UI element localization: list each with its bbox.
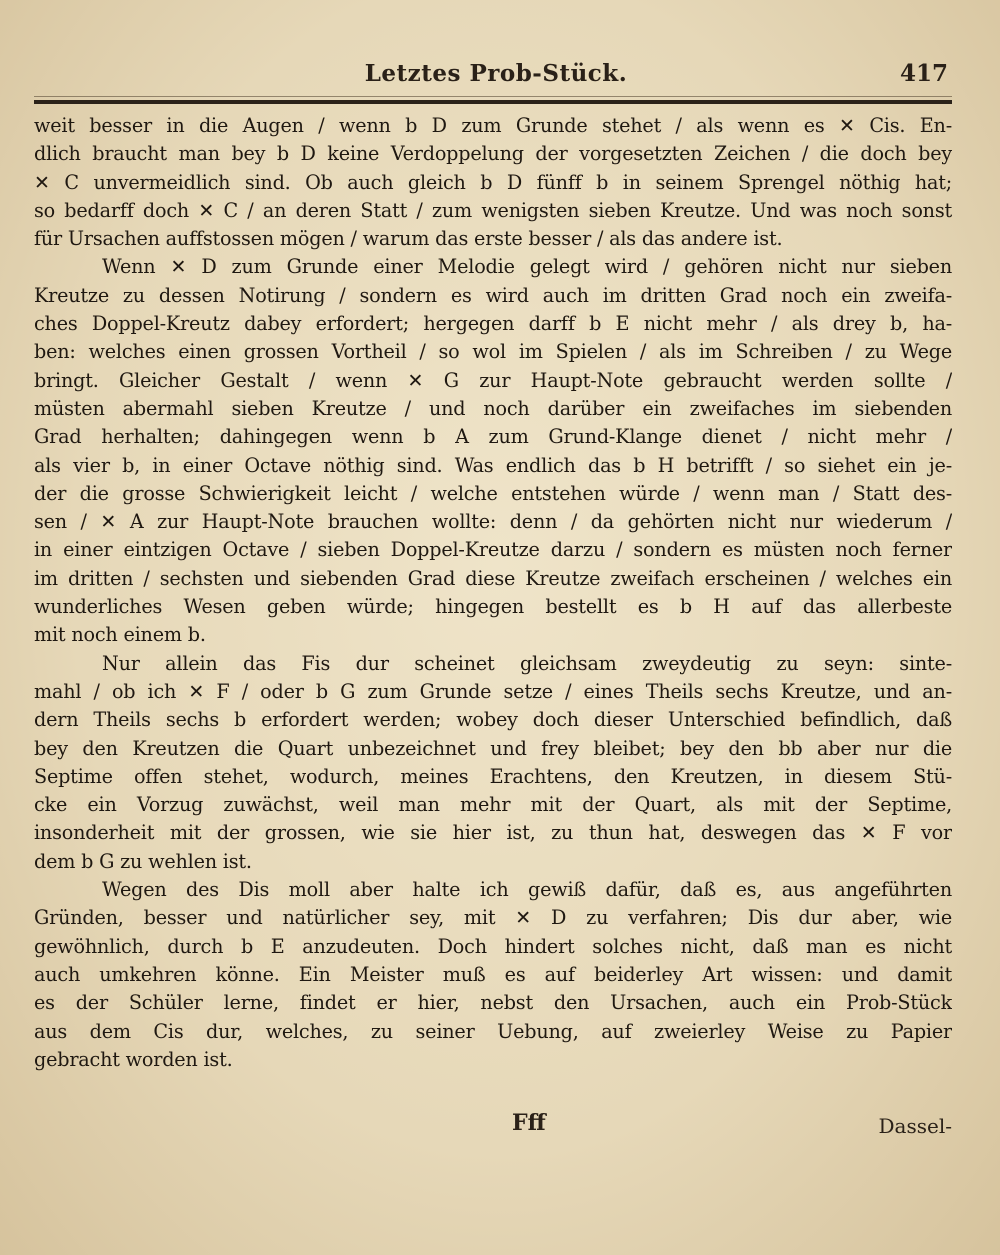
signature-mark: Fff <box>512 1110 546 1136</box>
page-number: 417 <box>899 60 948 87</box>
text-line: so bedarff doch ✕ C / an deren Statt / zum wenigsten sieben Kreutze. Und was noch sonst <box>34 198 952 222</box>
text-line: Gründen, besser und natürlicher sey, mit ✕ D zu verfahren; Dis dur aber, wie <box>34 906 952 930</box>
text-line: insonderheit mit der grossen, wie sie hier ist, zu thun hat, deswegen das ✕ F vor <box>34 821 952 845</box>
text-line: ✕ C unvermeidlich sind. Ob auch gleich b D fünff b in seinem Sprengel nöthig hat; <box>34 170 952 194</box>
text-line: im dritten / sechsten und siebenden Grad diese Kreutze zweifach erscheinen / welches ein <box>34 566 952 590</box>
text-line: mit noch einem b. <box>34 623 206 647</box>
page-footer <box>34 1110 952 1144</box>
text-line: wunderliches Wesen geben würde; hingegen bestellt es b H auf das allerbeste <box>34 595 952 619</box>
text-line: Grad herhalten; dahingegen wenn b A zum Grund-Klange dienet / nicht mehr / <box>34 425 952 449</box>
text-line: ben: welches einen grossen Vortheil / so wol im Spielen / als im Schreiben / zu Wege <box>34 340 952 364</box>
text-line: ches Doppel-Kreutz dabey erfordert; hergegen darff b E nicht mehr / als drey b, ha- <box>34 312 952 336</box>
text-line: für Ursachen auffstossen mögen / warum das erste besser / als das andere ist. <box>34 227 783 251</box>
text-line: gebracht worden ist. <box>34 1047 233 1071</box>
text-line: Nur allein das Fis dur scheinet gleichsam zweydeutig zu seyn: sinte- <box>102 651 952 675</box>
page-header <box>36 58 956 88</box>
text-line: es der Schüler lerne, findet er hier, nebst den Ursachen, auch ein Prob-Stück <box>34 991 952 1015</box>
text-line: dlich braucht man bey b D keine Verdoppelung der vorgesetzten Zeichen / die doch bey <box>34 142 952 166</box>
text-line: bringt. Gleicher Gestalt / wenn ✕ G zur Haupt-Note gebraucht werden sollte / <box>34 368 952 392</box>
text-line: bey den Kreutzen die Quart unbezeichnet und frey bleibet; bey den bb aber nur die <box>34 736 952 760</box>
text-line: der die grosse Schwierigkeit leicht / welche entstehen würde / wenn man / Statt des- <box>34 481 952 505</box>
text-line: dern Theils sechs b erfordert werden; wobey doch dieser Unterschied befindlich, daß <box>34 708 952 732</box>
body-text <box>34 112 952 1074</box>
text-line: weit besser in die Augen / wenn b D zum Grunde stehet / als wenn es ✕ Cis. En- <box>34 114 952 137</box>
header-rule <box>34 100 952 104</box>
catchword: Dassel- <box>878 1114 952 1138</box>
text-line: cke ein Vorzug zuwächst, weil man mehr mit der Quart, als mit der Septime, <box>34 793 952 817</box>
text-line: müsten abermahl sieben Kreutze / und noch darüber ein zweifaches im siebenden <box>34 396 952 420</box>
running-head: Letztes Prob-Stück. <box>364 60 628 87</box>
text-line: sen / ✕ A zur Haupt-Note brauchen wollte: denn / da gehörten nicht nur wiederum / <box>34 510 952 534</box>
text-line: als vier b, in einer Octave nöthig sind. Was endlich das b H betrifft / so siehet ein je- <box>34 453 952 477</box>
header-rule-thin <box>34 96 952 97</box>
text-line: gewöhnlich, durch b E anzudeuten. Doch hindert solches nicht, daß man es nicht <box>34 934 952 958</box>
text-line: aus dem Cis dur, welches, zu seiner Uebung, auf zweierley Weise zu Papier <box>34 1019 952 1043</box>
text-line: in einer eintzigen Octave / sieben Doppel-Kreutze darzu / sondern es müsten noch ferner <box>34 538 952 562</box>
text-line: dem b G zu wehlen ist. <box>34 849 252 873</box>
text-line: Septime offen stehet, wodurch, meines Erachtens, den Kreutzen, in diesem Stü- <box>34 764 952 788</box>
text-line: Kreutze zu dessen Notirung / sondern es wird auch im dritten Grad noch ein zweifa- <box>34 283 952 307</box>
text-line: Wegen des Dis moll aber halte ich gewiß dafür, daß es, aus angeführten <box>102 878 952 902</box>
text-line: mahl / ob ich ✕ F / oder b G zum Grunde setze / eines Theils sechs Kreutze, und an- <box>34 679 952 703</box>
text-line: Wenn ✕ D zum Grunde einer Melodie gelegt wird / gehören nicht nur sieben <box>102 255 952 279</box>
text-line: auch umkehren könne. Ein Meister muß es auf beiderley Art wissen: und damit <box>34 962 952 986</box>
